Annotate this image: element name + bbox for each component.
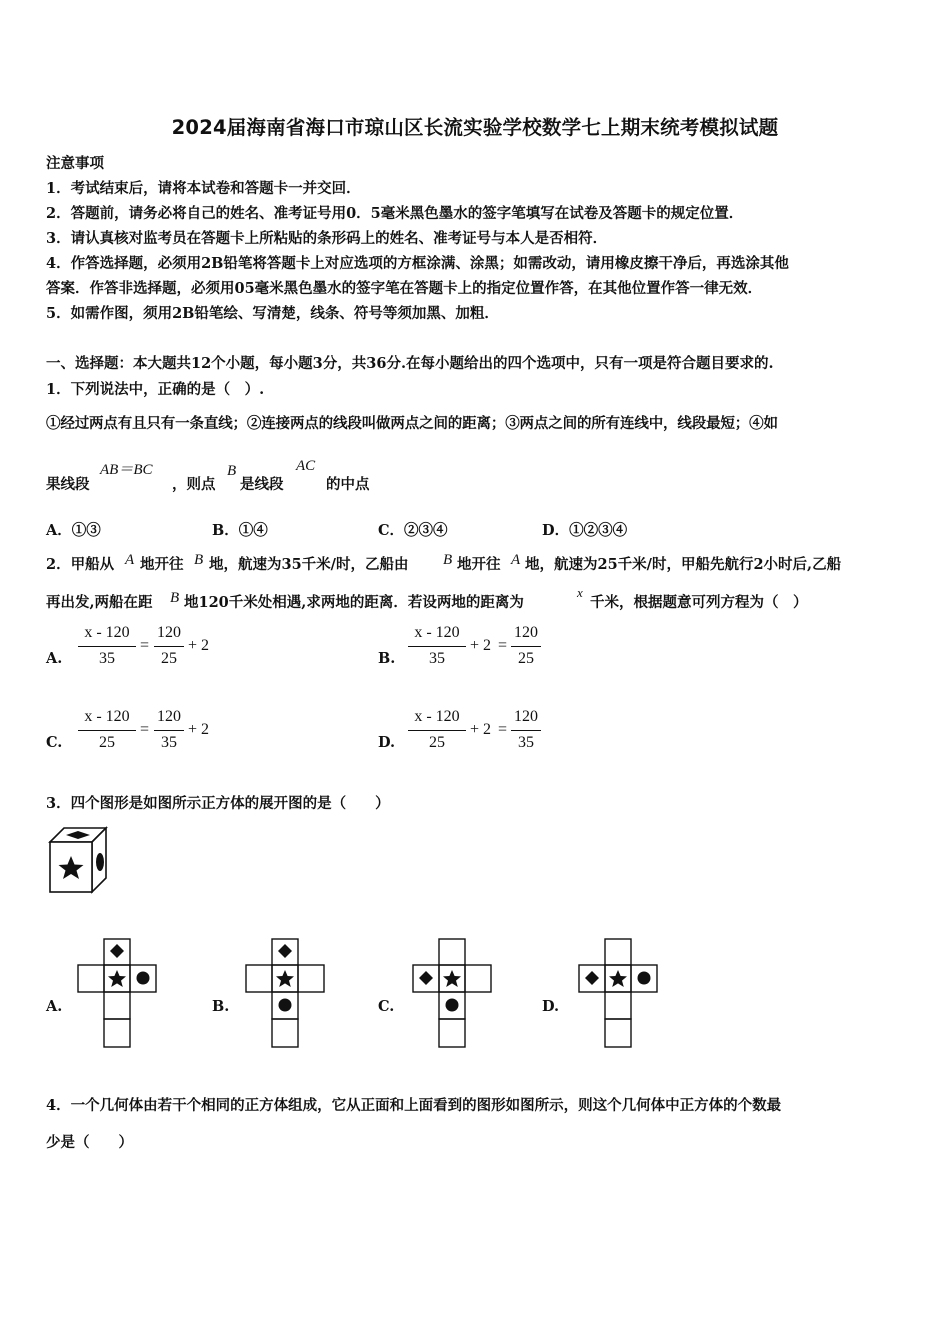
notice-heading: 注意事项 [46,155,104,172]
net-option-b[interactable] [245,938,327,1050]
q1-option-a[interactable]: A．①③ [46,522,101,539]
q2-option-c-fraction-left: x - 120 25 [78,708,136,754]
q2-option-c-plus: + 2 [188,721,210,738]
notice-item: 5．如需作图，须用2B铅笔绘、写清楚，线条、符号等须加黑、加粗． [46,305,499,322]
notice-item: 1．考试结束后，请将本试卷和答题卡一并交回． [46,180,361,197]
q2-line1-d: 地开往 [457,556,501,573]
q1-math-ac: AC [296,458,316,474]
q2-option-b-fraction-right: 120 25 [511,624,541,670]
q3-stem: 3．四个图形是如图所示正方体的展开图的是（ ） [46,795,390,812]
notice-item: 答案．作答非选择题，必须用05毫米黑色墨水的签字笔在答题卡上的指定位置作答，在其他位置作答一律无效． [46,280,763,297]
q3-option-b-label[interactable]: B. [212,998,230,1015]
net-option-a[interactable] [77,938,159,1050]
q2-option-c-fraction-right: 120 35 [154,708,184,754]
q4-line1: 4．一个几何体由若干个相同的正方体组成，它从正面和上面看到的图形如图所示，则这个几何体中正方体的个数最 [46,1097,782,1114]
cube-figure [48,826,110,894]
q2-option-b-plus: + 2 [470,637,492,654]
q2-option-d-label[interactable]: D. [378,734,396,751]
q2-option-a-fraction-left: x - 120 35 [78,624,136,670]
q3-option-c-label[interactable]: C. [378,998,395,1015]
net-option-c[interactable] [412,938,494,1050]
q2-option-a-label[interactable]: A. [46,650,63,667]
q2-option-b-fraction-left: x - 120 35 [408,624,466,670]
q2-line2-b: 地120千米处相遇,求两地的距离．若设两地的距离为 [184,594,524,611]
q1-math-ab-bc: AB＝BC [100,462,153,478]
q2-line1-e: 地，航速为25千米/时，甲船先航行2小时后,乙船 [525,556,842,573]
q1-statements: ①经过两点有且只有一条直线；②连接两点的线段叫做两点之间的距离；③两点之间的所有连线中，线段最短；④如 [46,415,778,432]
q2-var-a2: A [511,552,521,568]
q2-option-d-plus: + 2 [470,721,492,738]
q3-option-d-label[interactable]: D. [542,998,560,1015]
q2-var-b2: B [443,552,453,568]
q2-option-d-fraction-right: 120 35 [511,708,541,754]
q2-line2-a: 再出发,两船在距 [46,594,153,611]
q3-option-a-label[interactable]: A. [46,998,63,1015]
q2-line1-b: 地开往 [140,556,184,573]
q1-math-b: B [227,463,237,479]
q2-option-b-label[interactable]: B. [378,650,396,667]
q2-line1-c: 地，航速为35千米/时，乙船由 [209,556,409,573]
q1-line3-a: 果线段 [46,476,90,493]
q1-option-c[interactable]: C．②③④ [378,522,448,539]
q2-var-a: A [125,552,135,568]
q2-option-c-label[interactable]: C. [46,734,63,751]
q2-option-b-equals: = [498,637,508,654]
q2-option-d-fraction-left: x - 120 25 [408,708,466,754]
q1-option-b[interactable]: B．①④ [212,522,268,539]
q1-line3-c: 是线段 [240,476,284,493]
q4-line2: 少是（ ） [46,1134,133,1151]
q2-option-d-equals: = [498,721,508,738]
q1-option-d[interactable]: D．①②③④ [542,522,628,539]
q2-option-a-plus: + 2 [188,637,210,654]
notice-item: 3．请认真核对监考员在答题卡上所粘贴的条形码上的姓名、准考证号与本人是否相符． [46,230,608,247]
notice-item: 4．作答选择题，必须用2B铅笔将答题卡上对应选项的方框涂满、涂黑；如需改动，请用橡皮擦干净后，再选涂其他 [46,255,789,272]
q2-var-b: B [194,552,204,568]
q2-line1-a: 2．甲船从 [46,556,115,573]
q1-stem: 1．下列说法中，正确的是（ ）. [46,381,265,398]
q2-var-b3: B [170,590,180,606]
q2-var-x: x [577,585,583,600]
q1-line3-b: ，则点 [172,476,216,493]
q2-option-a-equals: = [140,637,150,654]
net-option-d[interactable] [578,938,660,1050]
notice-item: 2．答题前，请务必将自己的姓名、准考证号用0．5毫米黑色墨水的签字笔填写在试卷及答题卡的规定位置． [46,205,744,222]
q2-option-a-fraction-right: 120 25 [154,624,184,670]
section-heading: 一、选择题：本大题共12个小题，每小题3分，共36分.在每小题给出的四个选项中，只有一项是符合题目要求的. [46,355,774,372]
q2-line2-c: 千米，根据题意可列方程为（ ） [590,594,808,611]
q2-option-c-equals: = [140,721,150,738]
page-title: 2024届海南省海口市琼山区长流实验学校数学七上期末统考模拟试题 [171,116,779,139]
q1-line3-d: 的中点 [326,476,370,493]
